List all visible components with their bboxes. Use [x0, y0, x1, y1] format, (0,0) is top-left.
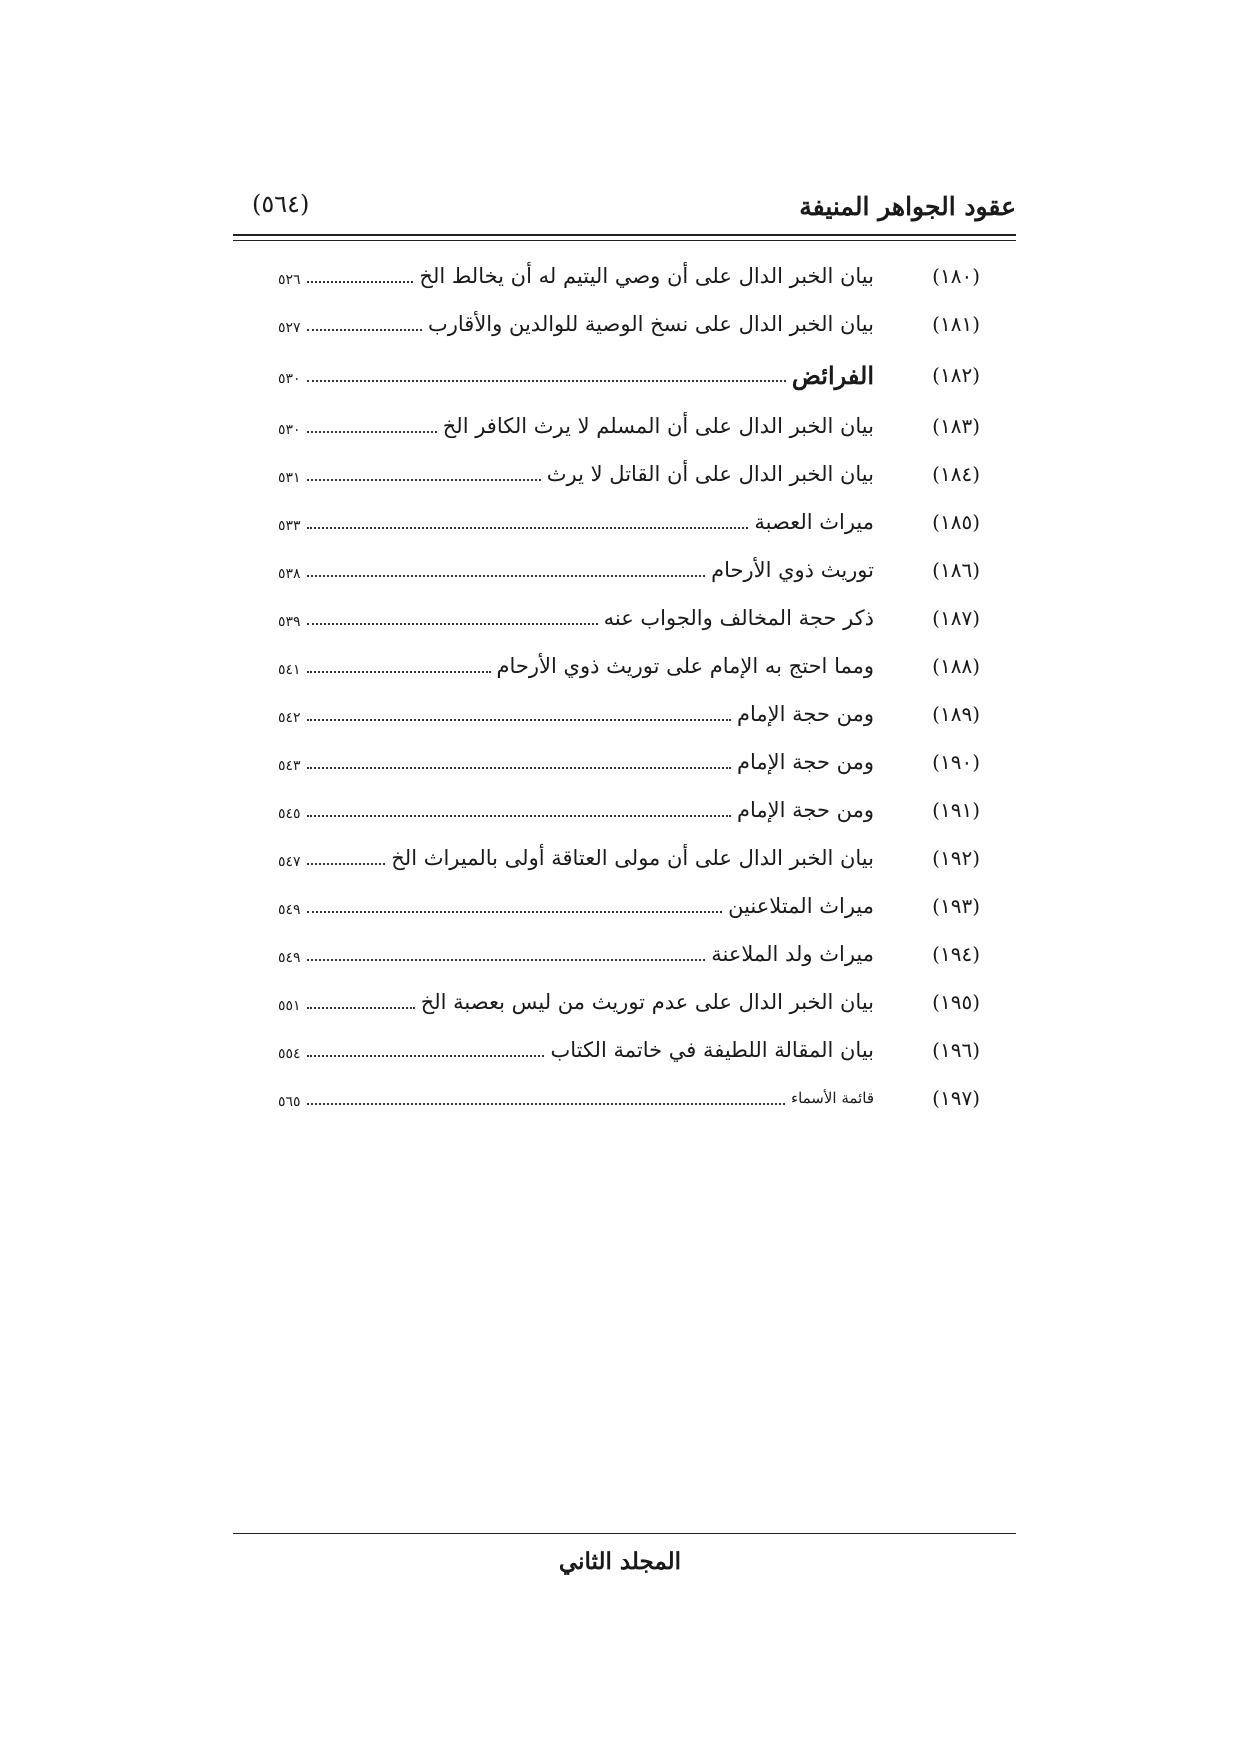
entry-page: ٥٥١: [278, 998, 301, 1014]
header-rule-thick: [233, 234, 1016, 236]
page-header: [228, 178, 1016, 226]
toc-entry: [278, 252, 980, 300]
entry-page: ٥٤١: [278, 662, 301, 678]
entry-title: ميراث المتلاعنين: [728, 894, 874, 918]
entry-page: ٥٣٨: [278, 566, 301, 582]
entry-page: ٥٤٢: [278, 710, 301, 726]
toc-entry: [278, 594, 980, 642]
leader-dots: [307, 671, 491, 673]
entry-number: (١٨٩): [932, 702, 980, 726]
entry-title: بيان الخبر الدال على أن وصي اليتيم له أن يخالط الخ: [419, 264, 874, 288]
entry-title: بيان الخبر الدال على أن القاتل لا يرث: [546, 462, 874, 486]
leader-dots: [307, 959, 706, 961]
section-title: الفرائض: [791, 360, 874, 390]
entry-number: (١٩٧): [932, 1086, 980, 1110]
entry-page: ٥٢٦: [278, 272, 301, 288]
leader-dots: [307, 479, 541, 481]
leader-dots: [307, 1103, 785, 1105]
entry-number: (١٩٤): [932, 942, 980, 966]
entry-number: (١٨١): [932, 312, 980, 336]
entry-page: ٥٤٧: [278, 854, 301, 870]
entry-number: (١٩٣): [932, 894, 980, 918]
entry-page: ٥٤٩: [278, 902, 301, 918]
toc-entry: [278, 786, 980, 834]
entry-page: ٥٣٠: [278, 422, 301, 438]
leader-dots: [307, 719, 731, 721]
entry-title: توريث ذوي الأرحام: [711, 558, 874, 582]
toc-entry: [278, 300, 980, 348]
leader-dots: [307, 767, 731, 769]
toc-entry: [278, 498, 980, 546]
entry-title: بيان الخبر الدال على نسخ الوصية للوالدين والأقارب: [427, 312, 874, 336]
leader-dots: [307, 329, 422, 331]
toc-entry: [278, 642, 980, 690]
entry-title: بيان المقالة اللطيفة في خاتمة الكتاب: [550, 1038, 874, 1062]
toc-entry: [278, 978, 980, 1026]
entry-page: ٥٤٩: [278, 950, 301, 966]
entry-title: بيان الخبر الدال على أن مولى العتاقة أولى بالميراث الخ: [391, 846, 874, 870]
toc-entry: [278, 1074, 980, 1122]
leader-dots: [307, 1007, 415, 1009]
toc-entry: [278, 690, 980, 738]
toc-entry: [278, 402, 980, 450]
leader-dots: [307, 575, 706, 577]
leader-dots: [307, 527, 749, 529]
entry-number: (١٨٣): [932, 414, 980, 438]
leader-dots: [307, 380, 786, 382]
leader-dots: [307, 911, 723, 913]
entry-title: ميراث ولد الملاعنة: [711, 942, 874, 966]
table-of-contents: [278, 252, 980, 1122]
entry-page: ٥٣٠: [278, 371, 301, 387]
header-rule-thin: [233, 240, 1016, 241]
leader-dots: [307, 815, 731, 817]
leader-dots: [307, 431, 437, 433]
entry-number: (١٨٨): [932, 654, 980, 678]
entry-number: (١٩٢): [932, 846, 980, 870]
entry-title: بيان الخبر الدال على عدم توريث من ليس بعصبة الخ: [420, 990, 874, 1014]
leader-dots: [307, 1055, 545, 1057]
entry-title: ومما احتج به الإمام على توريث ذوي الأرحام: [496, 654, 874, 678]
entry-page: ٥٣٣: [278, 518, 301, 534]
toc-entry: [278, 450, 980, 498]
entry-number: (١٨٥): [932, 510, 980, 534]
entry-number: (١٩١): [932, 798, 980, 822]
entry-title: ومن حجة الإمام: [737, 798, 874, 822]
entry-page: ٥٣١: [278, 470, 301, 486]
entry-number: (١٨٠): [932, 264, 980, 288]
entry-page: ٥٥٤: [278, 1046, 301, 1062]
toc-section-entry: [278, 348, 980, 402]
entry-number: (١٩٠): [932, 750, 980, 774]
entry-title: ميراث العصبة: [754, 510, 874, 534]
toc-entry: [278, 1026, 980, 1074]
volume-label: المجلد الثاني: [558, 1548, 682, 1575]
entry-number: (١٩٦): [932, 1038, 980, 1062]
entry-page: ٥٤٥: [278, 806, 301, 822]
entry-page: ٥٦٥: [278, 1094, 301, 1110]
toc-entry: [278, 738, 980, 786]
entry-number: (١٩٥): [932, 990, 980, 1014]
entry-number: (١٨٤): [932, 462, 980, 486]
entry-page: ٥٣٩: [278, 614, 301, 630]
leader-dots: [307, 623, 598, 625]
entry-title: ومن حجة الإمام: [737, 702, 874, 726]
leader-dots: [307, 281, 414, 283]
entry-title: قائمة الأسماء: [791, 1089, 874, 1107]
book-title: عقود الجواهر المنيفة: [799, 192, 1016, 221]
toc-entry: [278, 930, 980, 978]
entry-title: ذكر حجة المخالف والجواب عنه: [603, 606, 874, 630]
entry-title: بيان الخبر الدال على أن المسلم لا يرث الكافر الخ: [442, 414, 874, 438]
entry-number: (١٨٧): [932, 606, 980, 630]
entry-title: ومن حجة الإمام: [737, 750, 874, 774]
page-number: (٥٦٤): [252, 190, 310, 218]
leader-dots: [307, 863, 386, 865]
toc-entry: [278, 882, 980, 930]
entry-number: (١٨٢): [932, 363, 980, 387]
footer-rule: [233, 1533, 1016, 1534]
toc-entry: [278, 546, 980, 594]
toc-entry: [278, 834, 980, 882]
entry-page: ٥٢٧: [278, 320, 301, 336]
entry-page: ٥٤٣: [278, 758, 301, 774]
entry-number: (١٨٦): [932, 558, 980, 582]
